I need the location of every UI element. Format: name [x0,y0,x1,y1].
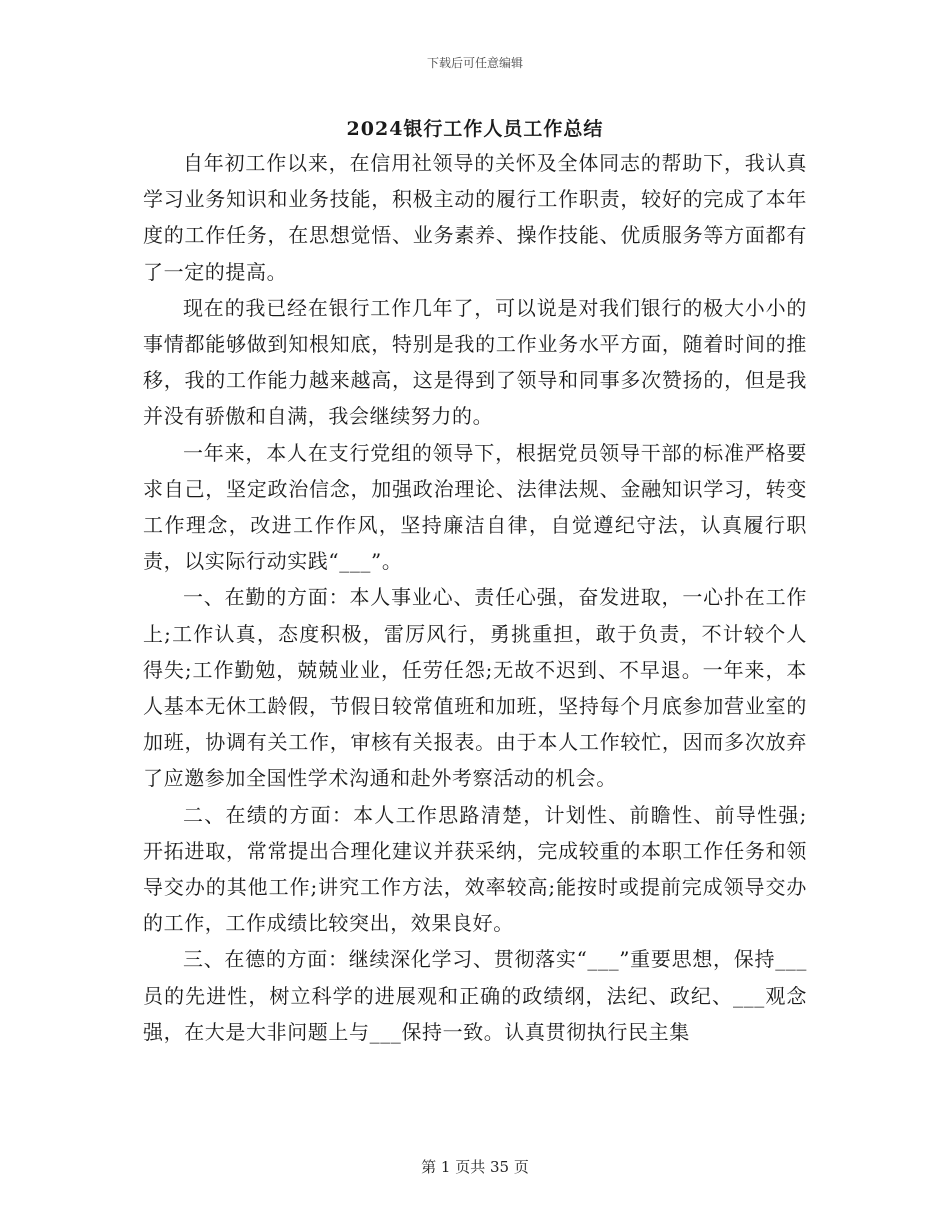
paragraph: 自年初工作以来，在信用社领导的关怀及全体同志的帮助下，我认真学习业务知识和业务技能，积极主动的履行工作职责，较好的完成了本年度的工作任务，在思想觉悟、业务素养、操作技能、优质服务等方面都有了一定的提高。 [143,151,807,284]
page-number: 第 1 页共 35 页 [421,1158,529,1176]
paragraph: 二、在绩的方面：本人工作思路清楚，计划性、前瞻性、前导性强;开拓进取，常常提出合理化建议并获采纳，完成较重的本职工作任务和领导交办的其他工作;讲究工作方法，效率较高;能按时或提前完成领导交办的工作，工作成绩比较突出，效果良好。 [143,802,807,936]
document-body [143,145,807,1050]
paragraph: 现在的我已经在银行工作几年了，可以说是对我们银行的极大小小的事情都能够做到知根知底，特别是我的工作业务水平方面，随着时间的推移，我的工作能力越来越高，这是得到了领导和同事多次赞扬的，但是我并没有骄傲和自满，我会继续努力的。 [143,295,807,429]
header-note: 下载后可任意编辑 [426,56,523,70]
document-title: 2024银行工作人员工作总结 [346,118,604,140]
paragraph: 一、在勤的方面：本人事业心、责任心强，奋发进取，一心扑在工作上;工作认真，态度积极，雷厉风行，勇挑重担，敢于负责，不计较个人得失;工作勤勉，兢兢业业，任劳任怨;无故不迟到、不早退。一年来，本人基本无休工龄假，节假日较常值班和加班，坚持每个月底参加营业室的加班，协调有关工作，审核有关报表。由于本人工作较忙，因而多次放弃了应邀参加全国性学术沟通和赴外考察活动的机会。 [143,585,807,791]
paragraph: 一年来，本人在支行党组的领导下，根据党员领导干部的标准严格要求自己，坚定政治信念，加强政治理论、法律法规、金融知识学习，转变工作理念，改进工作作风，坚持廉洁自律，自觉遵纪守法，认真履行职责，以实际行动实践“___”。 [143,440,807,574]
paragraph: 三、在德的方面：继续深化学习、贯彻落实“___”重要思想，保持___员的先进性，树立科学的进展观和正确的政绩纲，法纪、政纪、___观念强，在大是大非问题上与___保持一致。认真贯彻执行民主集 [143,947,807,1044]
